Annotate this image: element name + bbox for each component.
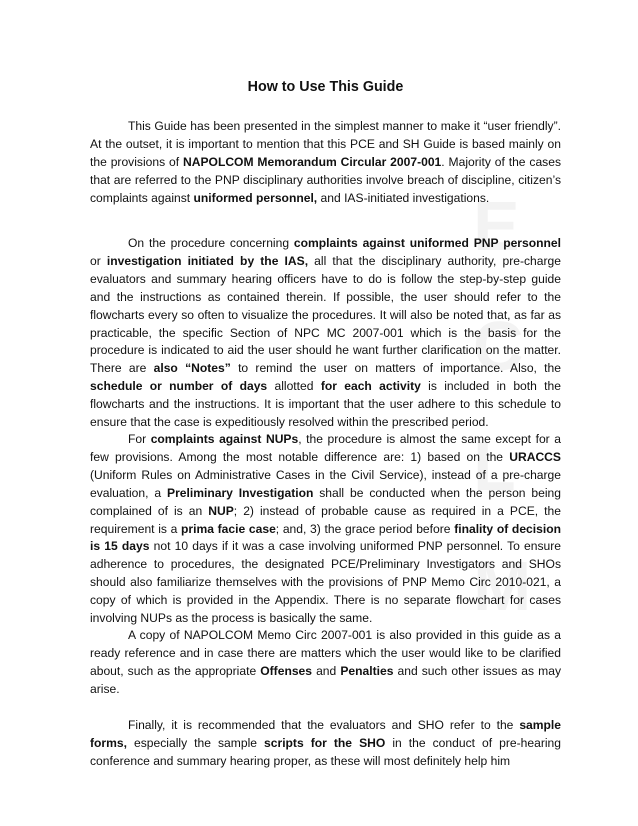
text-run: . Majority of the cases that are referred to the PNP disciplinary authorities involve breach of discipline, citizen’s complaints against	[90, 154, 562, 205]
text-run: Finally, it is recommended that the evaluators and SHO refer to the	[128, 718, 520, 732]
bold-text-run: scripts for the SHO	[264, 735, 386, 750]
bold-text-run: complaints against uniformed PNP personnel	[293, 236, 561, 250]
text-run: in the conduct of pre-hearing conference and summary hearing proper, as these will most definitely help him	[90, 735, 561, 768]
bold-text-run: NUP	[208, 503, 234, 518]
text-run: allotted	[267, 379, 321, 394]
paragraph-5	[90, 717, 561, 771]
text-run: is included in both the flowcharts and the instructions. It is important that the user adhere to this schedule to ensure that the case is expeditiously resolved within the prescribed period.	[90, 379, 561, 430]
text-run: to remind the user on matters of importance. Also, the	[230, 361, 561, 376]
paragraph-1	[90, 118, 561, 208]
bold-text-run: investigation initiated by the IAS,	[106, 253, 309, 268]
paragraph-3	[90, 431, 561, 628]
text-run: all that the disciplinary authority, pre-charge evaluators and summary hearing officers have to do is follow the step-by-step guide and the instructions as contained therein. If possible, the user should refer to the flowcharts every so often to visualize the procedures. It will also be noted that, as far as practicable, the specific Section of NPC MC 2007-001 which is the basis for the procedure is indicated to aid the user should he want further clarification on the matter. There are	[90, 253, 561, 376]
bold-text-run: schedule or number of days	[90, 379, 268, 394]
text-run: For	[128, 432, 151, 446]
bold-text-run: Penalties	[340, 663, 394, 678]
text-run: especially the sample	[126, 735, 265, 750]
text-run: This Guide has been presented in the simplest manner to make it “user friendly”. At the outset, it is important to mention that this PCE and SH Guide is based mainly on the provisions of	[90, 119, 561, 169]
paragraph-2	[90, 235, 561, 432]
bold-text-run: URACCS	[509, 449, 561, 464]
bold-text-run: prima facie case	[181, 521, 276, 536]
text-run: and such other issues as may arise.	[90, 663, 561, 696]
text-run: (Uniform Rules on Administrative Cases in the Civil Service), instead of a pre-charge evaluation, a	[90, 467, 561, 500]
bold-text-run: finality of decision is 15 days	[90, 521, 561, 554]
text-run: and	[312, 663, 341, 678]
text-run: A copy of NAPOLCOM Memo Circ 2007-001 is also provided in this guide as a ready reference and in case there are matters which the user would like to be clarified about, such as the appropriate	[90, 628, 561, 678]
bold-text-run: NAPOLCOM Memorandum Circular 2007-001	[183, 154, 442, 169]
text-run: not 10 days if it was a case involving uniformed PNP personnel. To ensure adherence to procedures, the designated PCE/Preliminary Investigators and SHOs should also familiarize themselves with the provisions of PNP Memo Circ 2010-021, a copy of which is provided in the Appendix. There is no separate flowchart for cases involving NUPs as the process is basically the same.	[90, 539, 562, 626]
text-run: On the procedure concerning	[128, 236, 294, 250]
text-run: and IAS-initiated investigations.	[317, 190, 490, 205]
text-run: , the procedure is almost the same except for a few provisions. Among the most notable difference are: 1) based on the	[90, 432, 561, 464]
text-run: ; 2) instead of probable cause as required in a PCE, the requirement is a	[90, 503, 561, 536]
text-run: or	[90, 253, 107, 268]
page-title: How to Use This Guide	[247, 79, 404, 95]
bold-text-run: Preliminary Investigation	[167, 485, 314, 500]
bold-text-run: Offenses	[260, 663, 313, 678]
bold-text-run: also “Notes”	[153, 361, 231, 376]
paragraph-4	[90, 627, 561, 699]
bold-text-run: complaints against NUPs	[150, 432, 299, 446]
bold-text-run: sample forms,	[90, 718, 561, 750]
text-run: ; and, 3) the grace period before	[275, 521, 455, 536]
text-run: shall be conducted when the person being complained of is an	[90, 485, 561, 518]
bold-text-run: for each activity	[320, 379, 421, 394]
bold-text-run: uniformed personnel,	[193, 190, 318, 205]
